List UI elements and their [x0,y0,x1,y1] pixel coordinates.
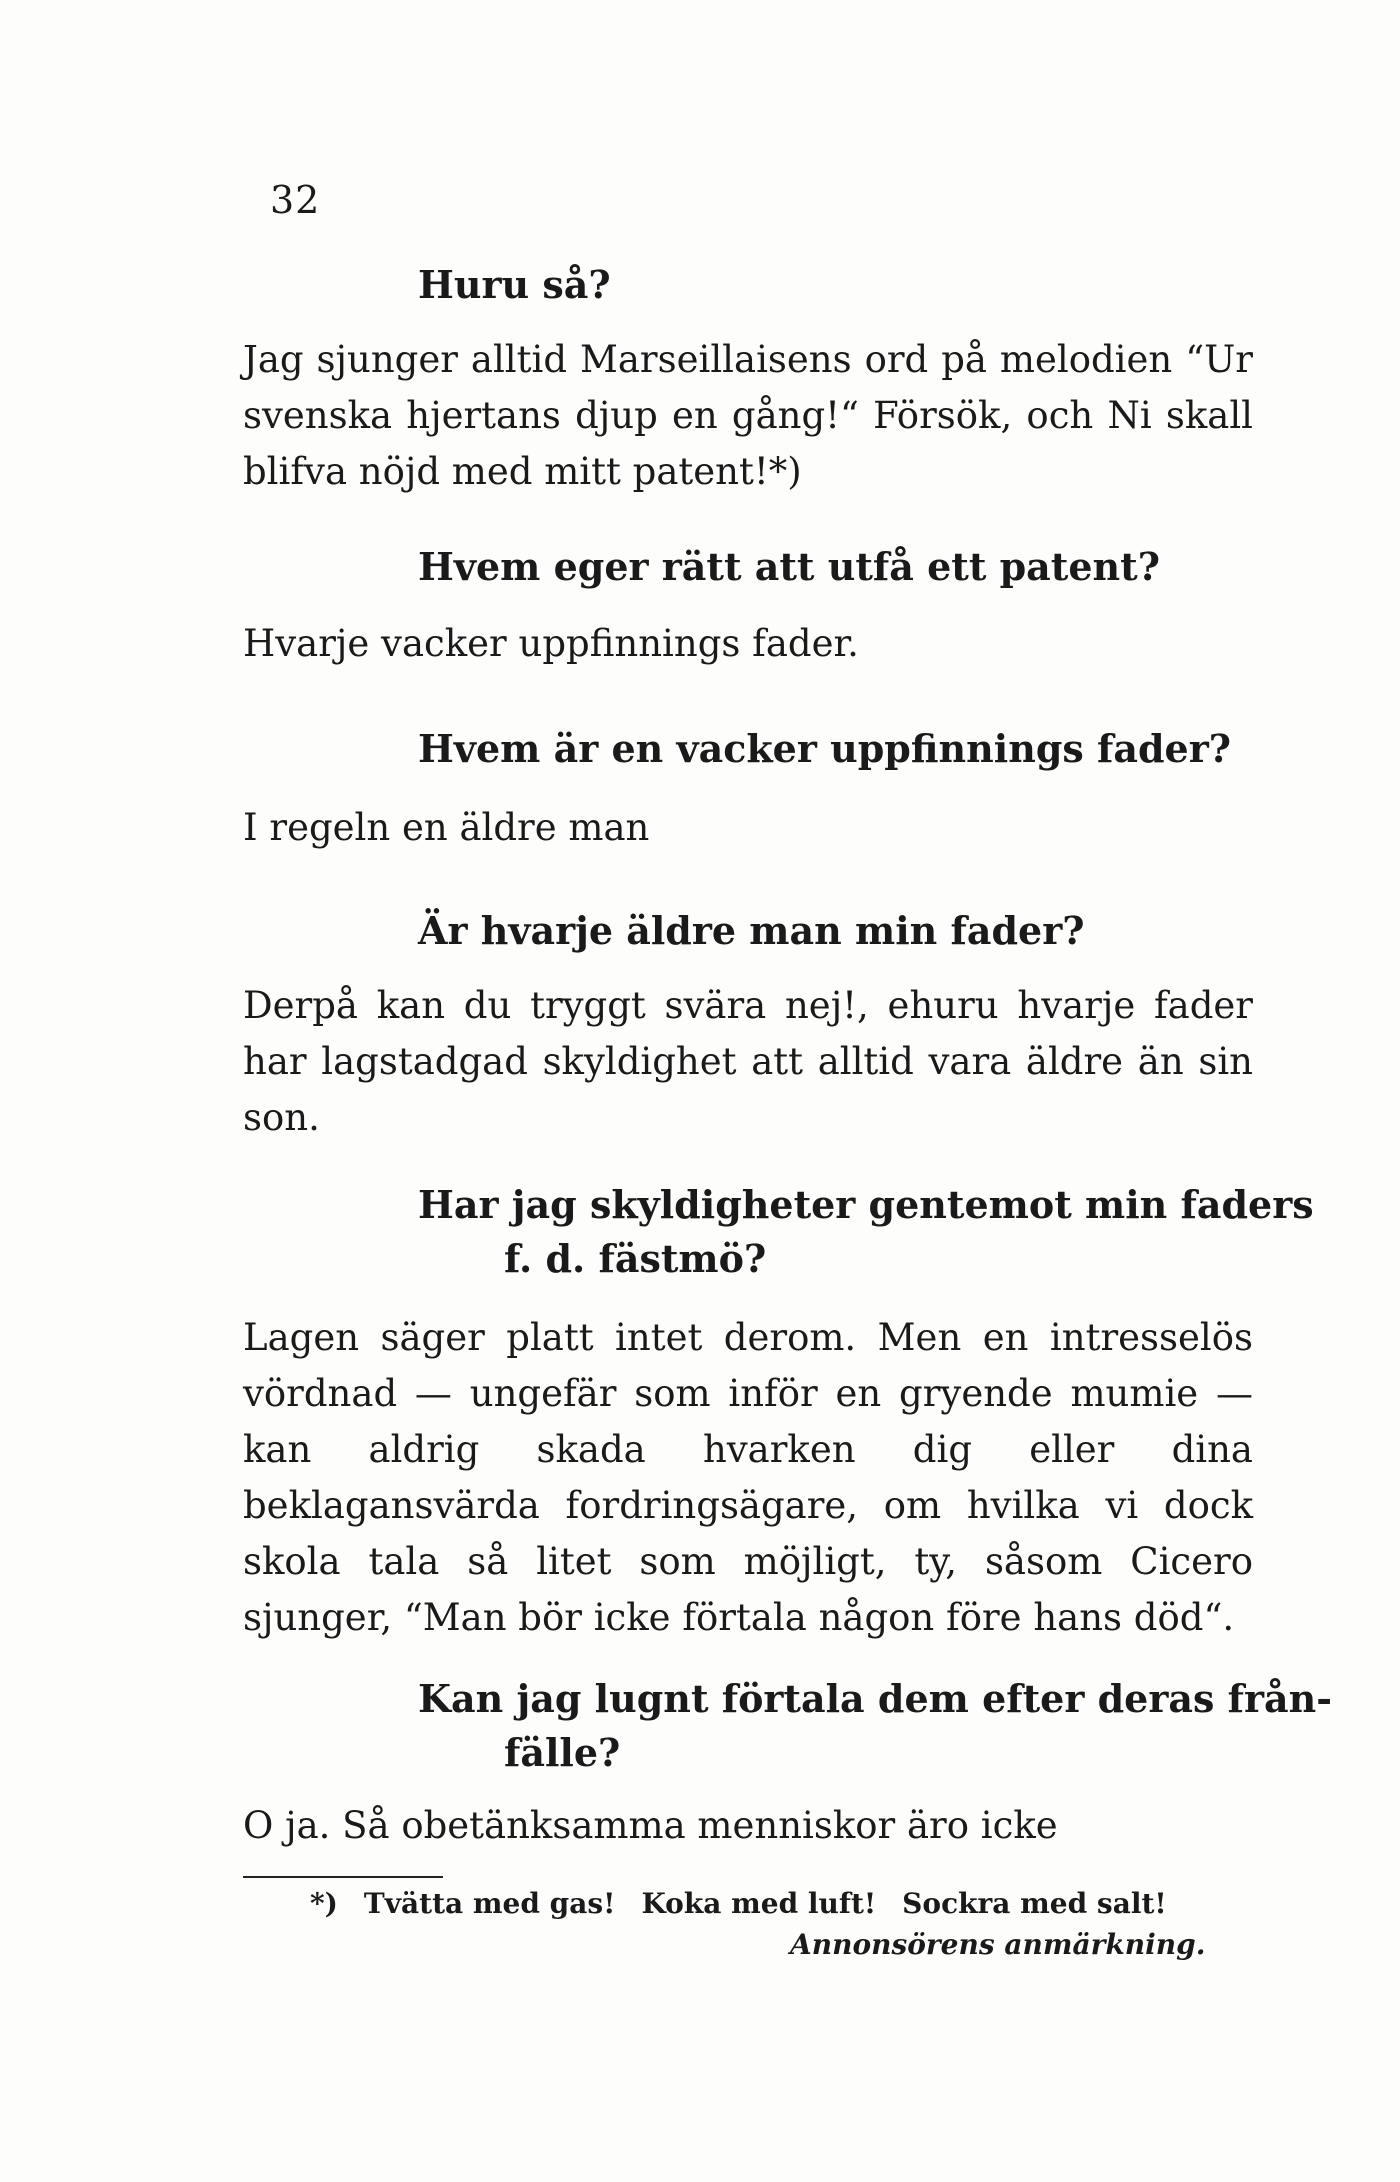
answer-paragraph: O ja. Så obetänksamma menniskor äro icke [243,1804,1058,1847]
page-number: 32 [270,178,321,222]
footnote-marker: *) [310,1887,338,1920]
footnote [310,1882,1193,1926]
answer-paragraph: Lagen säger platt intet derom. Men en intresselös vördnad — ungefär som inför en gryende mumie — kan aldrig skada hvarken dig eller dina beklagansvärda fordringsägare, om hvilka vi dock skola tala så litet som möjligt, ty, såsom Cicero sjunger, “Man bör icke förtala någon före hans död“. [243,1316,1253,1639]
footnote-signature: Annonsörens anmärkning. [790,1928,1206,1961]
answer-paragraph: I regeln en äldre man [243,806,650,849]
question-heading [418,722,1231,776]
question-heading [418,1672,1332,1780]
question-heading [418,258,611,312]
question-heading [418,540,1160,594]
question-line: Kan jag lugnt förtala dem efter deras från- [418,1676,1332,1721]
question-heading [418,904,1084,958]
footnote-item: Sockra med salt! [902,1887,1167,1920]
question-line: Huru så? [418,262,611,307]
footnote-item: Koka med luft! [641,1887,877,1920]
footnote-divider [243,1876,443,1878]
question-line: f. d. fästmö? [504,1236,767,1281]
footnote-item: Tvätta med gas! [363,1887,616,1920]
question-line: Hvem är en vacker uppfinnings fader? [418,726,1232,771]
answer-paragraph: Derpå kan du tryggt svära nej!, ehuru hvarje fader har lagstadgad skyldighet att alltid vara äldre än sin son. [243,984,1253,1139]
question-line: fälle? [504,1730,621,1775]
answer-paragraph: Jag sjunger alltid Marseillaisens ord på melodien “Ur svenska hjertans djup en gång!“ Försök, och Ni skall blifva nöjd med mitt patent!*) [243,338,1253,493]
question-line: Hvem eger rätt att utfå ett patent? [418,544,1160,589]
answer-paragraph: Hvarje vacker uppfinnings fader. [243,622,859,665]
question-line: Är hvarje äldre man min fader? [418,908,1085,953]
question-line: Har jag skyldigheter gentemot min faders [418,1182,1314,1227]
question-heading [418,1178,1314,1286]
